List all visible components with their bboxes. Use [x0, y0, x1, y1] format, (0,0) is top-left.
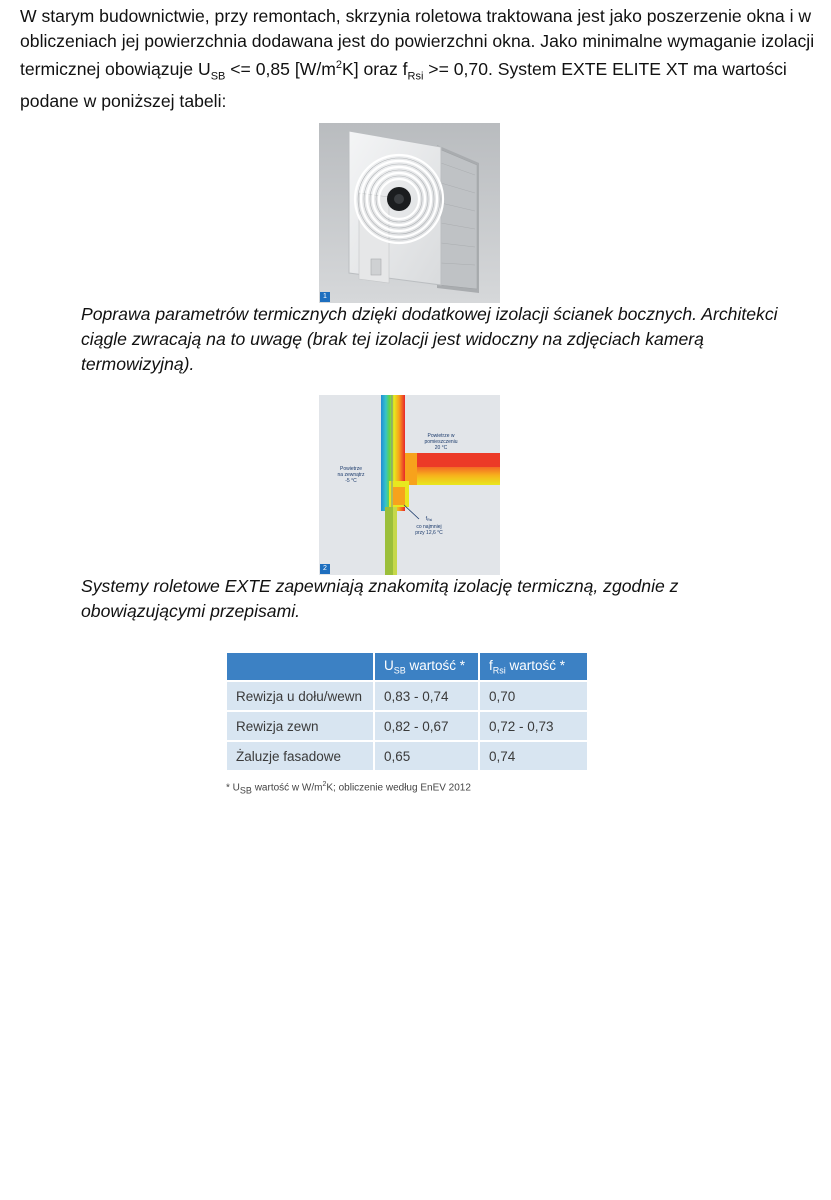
row-frsi: 0,72 - 0,73 [480, 712, 587, 740]
intro-text-d: >= 0,70. System EXTE ELITE XT ma wartości podane w poniższej tabeli: [20, 59, 787, 112]
intro-sub-frsi: Rsi [407, 70, 424, 83]
roller-box-illustration [319, 123, 500, 303]
table-row [227, 682, 587, 710]
header-frsi: $f_{Rsi}$ wartość * [480, 653, 587, 680]
figure-1-badge: 1 [320, 292, 330, 302]
table-row [227, 712, 587, 740]
caption-figure-2: Systemy roletowe EXTE zapewniają znakomitą izolację termiczną, zgodnie z obowiązującymi przepisami. [81, 576, 679, 621]
header-usb: $U_{SB}$ wartość * [375, 653, 478, 680]
intro-sub-usb: SB [210, 70, 226, 83]
thermal-diagram [319, 395, 500, 575]
intro-sup-2: 2 [335, 59, 342, 72]
row-frsi: 0,74 [480, 742, 587, 770]
intro-paragraph [20, 4, 815, 114]
frsi-label: $f_{Rsi}$ [425, 516, 433, 522]
inside-air-line-1: Powietrze w [427, 433, 455, 439]
row-label: Rewizja u dołu/wewn [227, 682, 373, 710]
outside-air-line-3: -5 °C [345, 478, 357, 484]
thermal-isotherm-illustration [319, 395, 500, 575]
header-empty [227, 653, 373, 680]
frsi-note-line-2: przy 12,6 °C [415, 530, 443, 536]
intro-text-a: W starym budownictwie, przy remontach, skrzynia roletowa traktowana jest jako poszerzenie okna i w obliczeniach jej powierzchnia dodawana jest do powierzchni okna. Jako minimalne wymaganie izolacji termicznej obowiązuje U [20, 6, 815, 80]
outside-air-line-1: Powietrze [340, 466, 362, 472]
roller-box-photo [319, 123, 500, 303]
row-frsi: 0,70 [480, 682, 587, 710]
row-usb: 0,82 - 0,67 [375, 712, 478, 740]
row-usb: 0,83 - 0,74 [375, 682, 478, 710]
inside-air-line-3: 20 °C [434, 445, 448, 451]
thermal-values-table [225, 651, 589, 772]
caption-figure-1: Poprawa parametrów termicznych dzięki dodatkowej izolacji ścianek bocznych. Architekci ciągle zwracają na to uwagę (brak tej izolacji jest widoczny na zdjęciach kamerą termowizyjną). [81, 304, 778, 374]
row-label: Rewizja zewn [227, 712, 373, 740]
frsi-note-line-1: co najmniej [416, 524, 442, 530]
intro-text-b: <= 0,85 [W/m [225, 59, 336, 80]
inside-air-line-2: pomieszczeniu [424, 439, 458, 445]
outside-air-line-2: na zewnątrz [337, 472, 365, 478]
table-footnote: * $U_{SB}$ wartość w $W/m^2K$; obliczenie według EnEV 2012 [226, 781, 471, 796]
figure-2-badge: 2 [320, 564, 330, 574]
table-header-row [227, 653, 587, 680]
table-row [227, 742, 587, 770]
intro-text-c: K] oraz f [342, 59, 408, 80]
row-usb: 0,65 [375, 742, 478, 770]
row-label: Żaluzje fasadowe [227, 742, 373, 770]
